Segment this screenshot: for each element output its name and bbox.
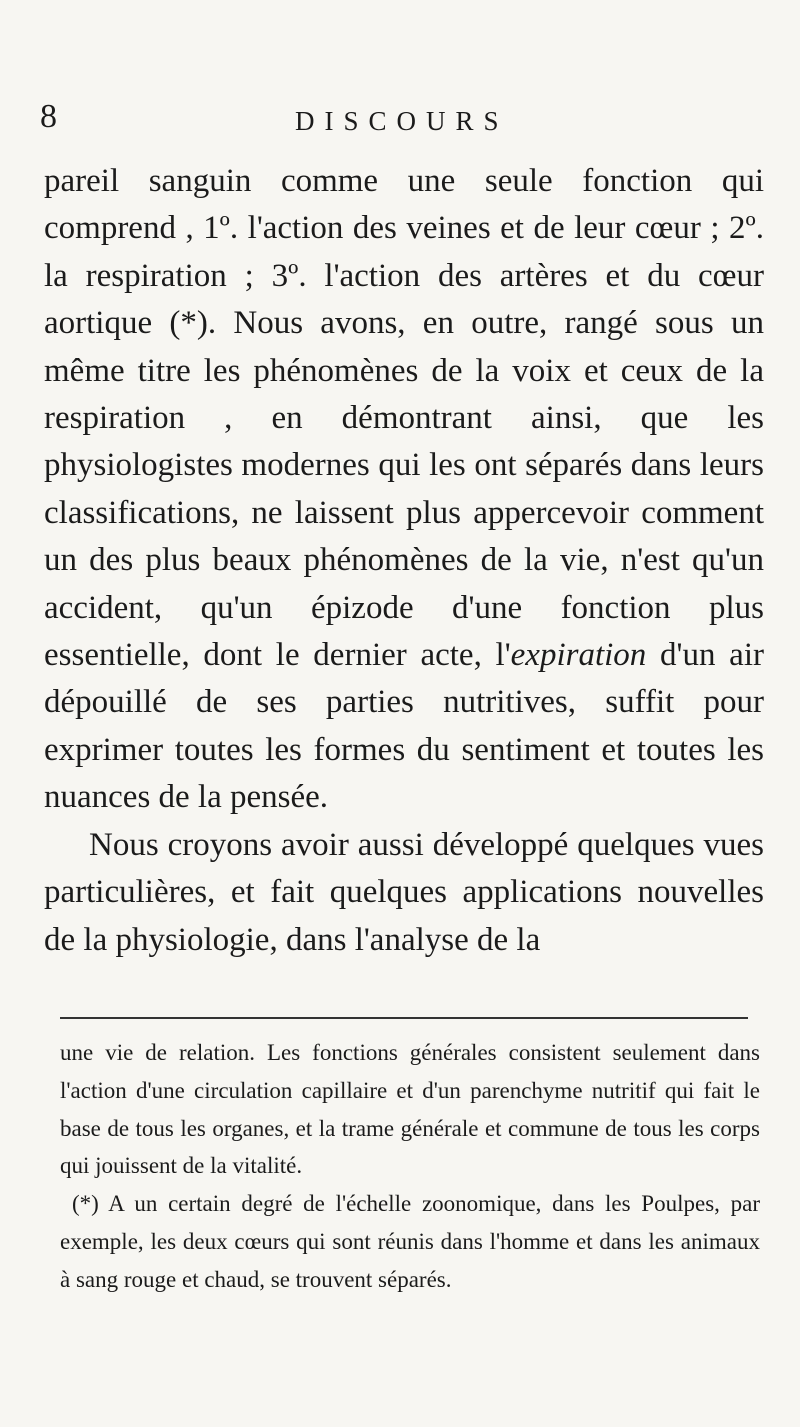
running-head: DISCOURS <box>295 106 509 136</box>
footnote-continued: une vie de relation. Les fonctions générales consistent seulement dans l'action d'une circulation capillaire et d'un parenchyme nutritif qui fait le base de tous les organes, et la trame générale et commune de tous les corps qui jouissent de la vitalité. <box>60 1040 760 1179</box>
italic-term: expiration <box>510 637 647 674</box>
page-header <box>40 98 760 148</box>
page-number: 8 <box>40 98 57 135</box>
paragraph-text: pareil sanguin comme une seule fonction qui comprend , 1º. l'action des veines et de leur cœur ; 2º. la respiration ; 3º. l'action des artères et du cœur aortique (*). Nous avons, en outre, rangé sous un même titre les phénomènes de la voix et ceux de la respiration , en démontrant ainsi, que les physiologistes modernes qui les ont séparés dans leurs classifications, ne laissent plus appercevoir comment un des plus beaux phénomènes de la vie, n'est qu'un accident, qu'un épizode d'une fonction plus essentielle, dont le dernier acte, l' <box>44 163 764 674</box>
footnote-asterisk: (*) A un certain degré de l'échelle zoonomique, dans les Poulpes, par exemple, les deux cœurs qui sont réunis dans l'homme et dans les animaux à sang rouge et chaud, se trouvent séparés. <box>60 1191 760 1292</box>
paragraph: Nous croyons avoir aussi développé quelques vues particulières, et fait quelques applications nouvelles de la physiologie, dans l'analyse de la <box>44 826 764 958</box>
main-text <box>44 158 764 964</box>
paragraph <box>44 158 764 822</box>
footnote-divider <box>60 1017 748 1019</box>
paragraph-text: d'un air dépouillé de ses parties nutritives, suffit pour exprimer toutes les formes du sentiment et toutes les nuances de la pensée. <box>44 637 764 816</box>
footnotes <box>60 1034 760 1299</box>
